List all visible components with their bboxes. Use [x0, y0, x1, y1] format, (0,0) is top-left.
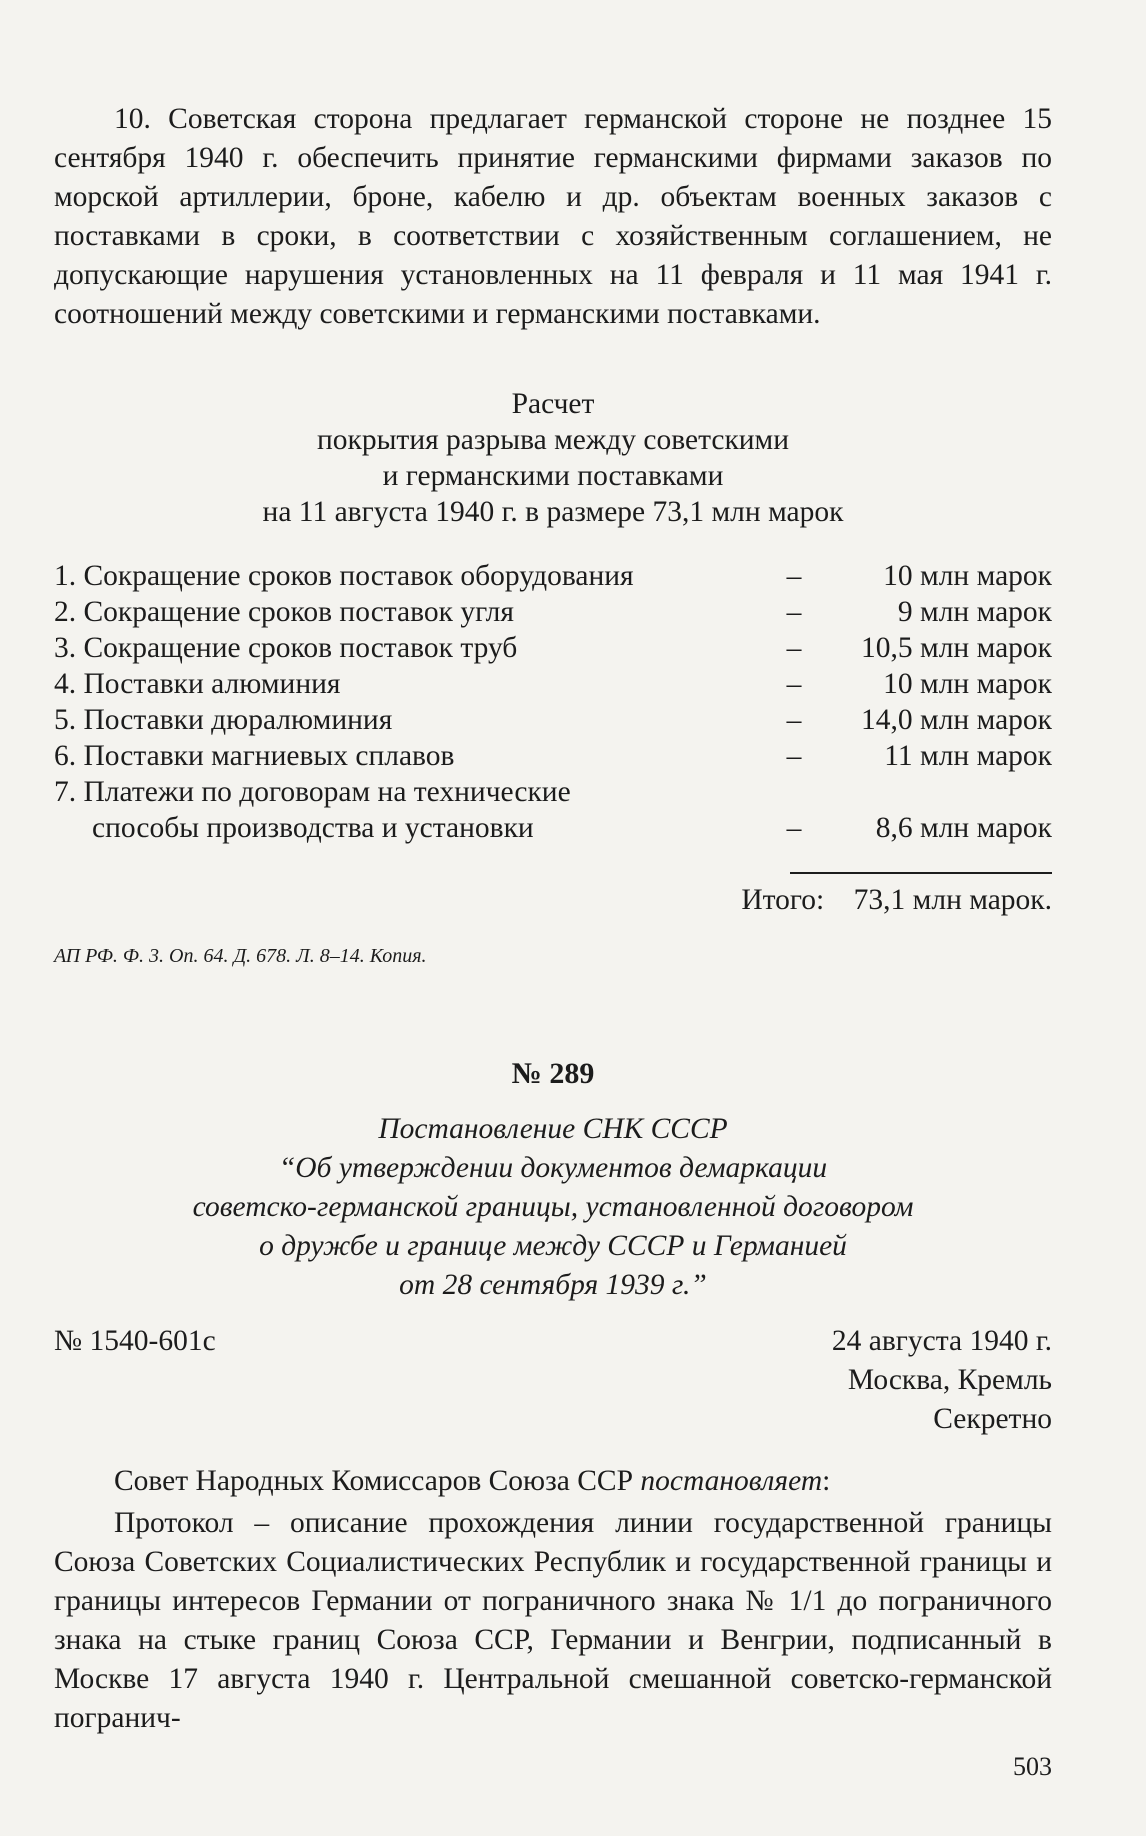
calc-row-amount: 11 млн марок	[884, 740, 1052, 772]
calc-row-dash: –	[786, 812, 802, 844]
intro-paragraph: 10. Советская сторона предлагает германской стороне не позднее 15 сентября 1940 г. обеспечить принятие германскими фирмами заказов по морской артиллерии, броне, кабелю и др. объектам военных заказов с поставками в сроки, в соответствии с хозяйственным соглашением, не допускающие нарушения установленных на 11 февраля и 11 мая 1941 г. соотношений между советскими и германскими поставками.	[54, 103, 1052, 330]
calc-row-label: 1. Сокращение сроков поставок оборудования	[54, 560, 634, 592]
calc-row-label: 3. Сокращение сроков поставок труб	[54, 632, 518, 664]
calc-row-label: 5. Поставки дюралюминия	[54, 704, 393, 736]
calc-row-dash: –	[786, 668, 802, 700]
page-number: 503	[1013, 1752, 1052, 1781]
document-title-line: Постановление СНК СССР	[378, 1113, 728, 1145]
calc-row-label: 4. Поставки алюминия	[54, 668, 341, 700]
document-number: № 289	[511, 1057, 595, 1090]
calc-row-dash: –	[786, 560, 802, 592]
document-title-line: “Об утверждении документов демаркации	[278, 1152, 828, 1184]
document-date: 24 августа 1940 г.	[831, 1325, 1052, 1357]
calc-row-amount: 8,6 млн марок	[875, 812, 1052, 844]
calc-row	[54, 702, 1052, 738]
resolution-verb: постановляет	[640, 1465, 823, 1497]
archive-source: АП РФ. Ф. 3. Оп. 64. Д. 678. Л. 8–14. Копия.	[54, 945, 427, 967]
calc-heading	[54, 386, 1052, 530]
resolution-colon: :	[822, 1465, 831, 1497]
calc-total: Итого: 73,1 млн марок.	[741, 884, 1052, 916]
resolution-paragraph: Протокол – описание прохождения линии государственной границы Союза Советских Социалистических Республик и государственной границы и границы интересов Германии от пограничного знака № 1/1 до пограничного знака на стыке границ Союза ССР, Германии и Венгрии, подписанный в Москве 17 августа 1940 г. Центральной смешанной советско-германской погранич-	[54, 1507, 1052, 1734]
calc-row	[54, 594, 1052, 630]
calc-row	[54, 810, 1052, 846]
calc-row	[54, 666, 1052, 702]
document-title-line: о дружбе и границе между СССР и Германией	[259, 1230, 847, 1262]
calc-row-amount: 10 млн марок	[883, 668, 1052, 700]
calc-row	[54, 738, 1052, 774]
calc-row-label: 7. Платежи по договорам на технические	[54, 776, 571, 808]
calc-row-amount: 14,0 млн марок	[861, 704, 1052, 736]
calc-title-line: и германскими поставками	[382, 460, 724, 492]
calc-row-label: 2. Сокращение сроков поставок угля	[54, 596, 514, 628]
calc-row-amount: 10 млн марок	[883, 560, 1052, 592]
calc-row-amount: 9 млн марок	[897, 596, 1052, 628]
calc-title-line: Расчет	[511, 388, 595, 420]
document-title-line: советско-германской границы, установленной договором	[192, 1191, 914, 1223]
calc-row	[54, 558, 1052, 594]
calc-row-label: 6. Поставки магниевых сплавов	[54, 740, 455, 772]
calc-row-dash: –	[786, 740, 802, 772]
calc-row-dash: –	[786, 596, 802, 628]
calc-row-label: способы производства и установки	[92, 812, 534, 844]
calc-row-dash: –	[786, 632, 802, 664]
resolution-intro	[54, 1462, 1052, 1501]
calc-table	[54, 558, 1052, 846]
document-classification: Секретно	[933, 1403, 1052, 1435]
calc-row	[54, 630, 1052, 666]
document-title-line: от 28 сентября 1939 г.”	[399, 1269, 707, 1301]
calc-title-line: покрытия разрыва между советскими	[316, 424, 790, 456]
calc-row	[54, 774, 1052, 810]
calc-row-amount: 10,5 млн марок	[861, 632, 1052, 664]
document-place: Москва, Кремль	[847, 1364, 1052, 1396]
document-meta	[832, 1322, 1052, 1439]
calc-title-line: на 11 августа 1940 г. в размере 73,1 млн марок	[262, 496, 844, 528]
document-title	[54, 1110, 1052, 1305]
total-rule	[790, 872, 1052, 874]
calc-row-dash: –	[786, 704, 802, 736]
resolution-intro-text: Совет Народных Комиссаров Союза ССР	[114, 1465, 641, 1497]
registration-number: № 1540-601с	[54, 1325, 216, 1357]
